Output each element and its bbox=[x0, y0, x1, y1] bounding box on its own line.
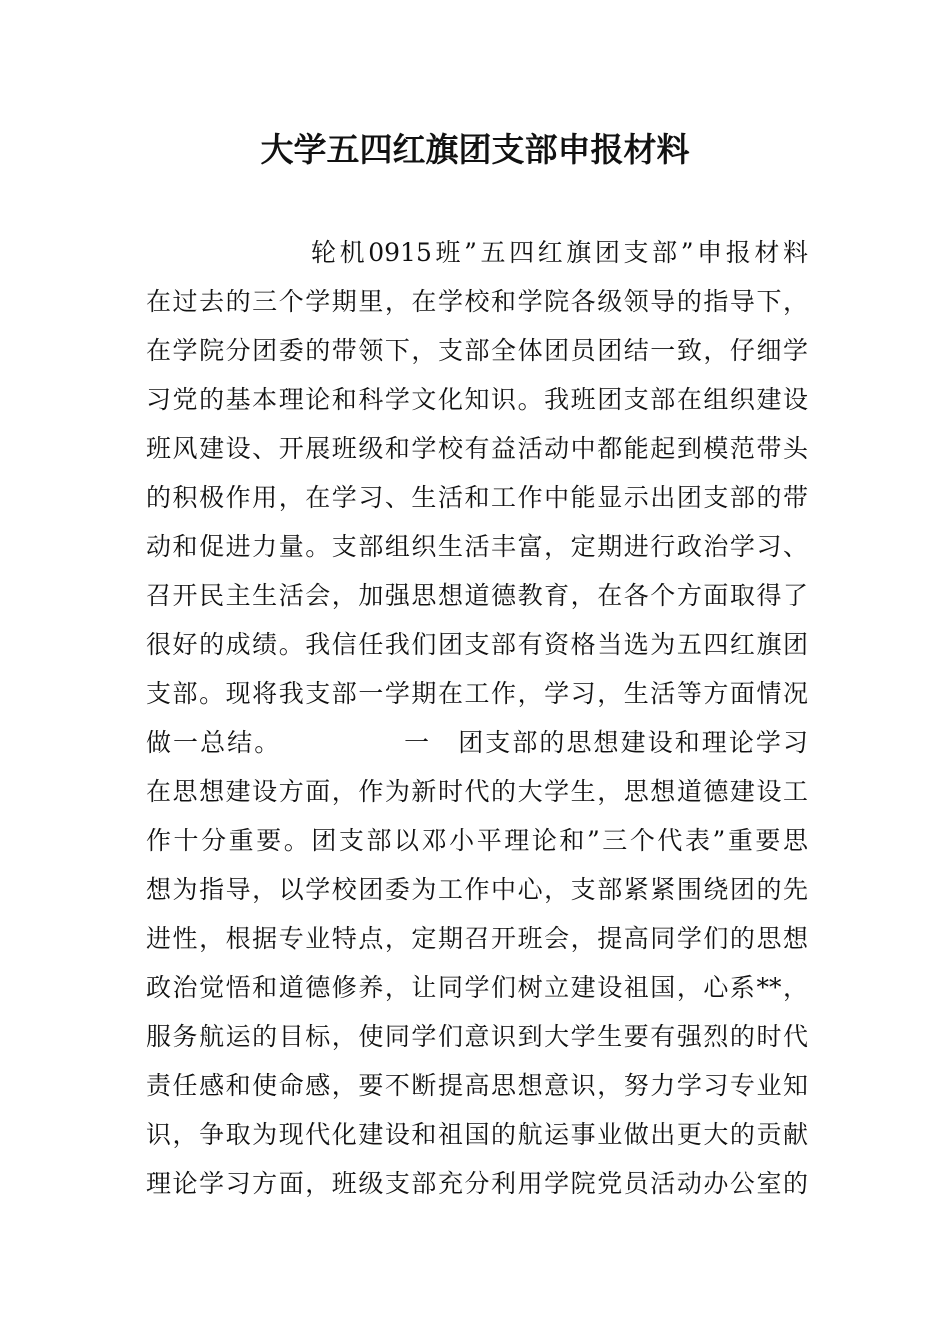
document-body bbox=[146, 228, 808, 1208]
body-line: 政治觉悟和道德修养，让同学们树立建设祖国，心系**， bbox=[146, 973, 808, 1002]
body-line: 召开民主生活会，加强思想道德教育，在各个方面取得了 bbox=[146, 581, 808, 610]
body-line: 在思想建设方面，作为新时代的大学生，思想道德建设工 bbox=[146, 777, 808, 806]
document-title: 大学五四红旗团支部申报材料 bbox=[260, 130, 690, 169]
body-line: 习党的基本理论和科学文化知识。我班团支部在组织建设 bbox=[146, 385, 808, 414]
body-line: 作十分重要。团支部以邓小平理论和”三个代表”重要思 bbox=[146, 826, 808, 855]
body-line: 进性，根据专业特点，定期召开班会，提高同学们的思想 bbox=[146, 924, 808, 953]
body-line: 在学院分团委的带领下，支部全体团员团结一致，仔细学 bbox=[146, 336, 808, 365]
body-line: 动和促进力量。支部组织生活丰富，定期进行政治学习、 bbox=[146, 532, 808, 561]
body-line: 的积极作用，在学习、生活和工作中能显示出团支部的带 bbox=[146, 483, 808, 512]
body-line: 做一总结。 一 团支部的思想建设和理论学习 bbox=[146, 728, 808, 757]
body-line: 理论学习方面，班级支部充分利用学院党员活动办公室的 bbox=[146, 1169, 808, 1198]
body-line: 责任感和使命感，要不断提高思想意识，努力学习专业知 bbox=[146, 1071, 808, 1100]
body-line: 识，争取为现代化建设和祖国的航运事业做出更大的贡献 bbox=[146, 1120, 808, 1149]
body-line: 想为指导，以学校团委为工作中心，支部紧紧围绕团的先 bbox=[146, 875, 808, 904]
body-line: 轮机0915班”五四红旗团支部”申报材料 bbox=[311, 238, 808, 267]
body-line: 班风建设、开展班级和学校有益活动中都能起到模范带头 bbox=[146, 434, 808, 463]
body-line: 在过去的三个学期里，在学校和学院各级领导的指导下， bbox=[146, 287, 808, 316]
body-line: 很好的成绩。我信任我们团支部有资格当选为五四红旗团 bbox=[146, 630, 808, 659]
body-line: 服务航运的目标，使同学们意识到大学生要有强烈的时代 bbox=[146, 1022, 808, 1051]
body-line: 支部。现将我支部一学期在工作，学习，生活等方面情况 bbox=[146, 679, 808, 708]
